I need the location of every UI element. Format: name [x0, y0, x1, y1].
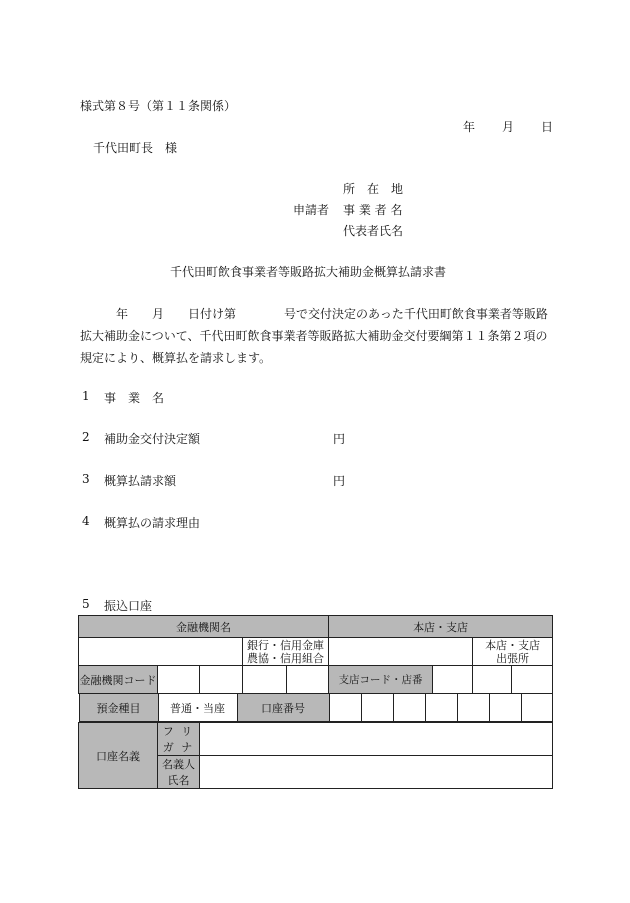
branch-type-options	[473, 638, 553, 666]
business-name-label: 事 業 者 名	[343, 203, 403, 217]
item-3-unit: 円	[333, 474, 346, 488]
item-3-number: 3	[82, 472, 90, 486]
document-title: 千代田町飲食事業者等販路拡大補助金概算払請求書	[170, 265, 447, 279]
account-number-digit[interactable]	[457, 694, 489, 722]
institution-types-line-2: 農協・信用組合	[247, 651, 325, 665]
account-number-digit[interactable]	[521, 694, 552, 722]
furigana-label: フ リ ガ ナ	[158, 723, 200, 756]
branch-code-digit[interactable]	[473, 666, 512, 694]
deposit-row-table	[79, 694, 553, 722]
item-1-number: 1	[82, 389, 90, 403]
institution-code-digit[interactable]	[158, 666, 200, 694]
item-5-label: 振込口座	[104, 599, 153, 613]
applicant-role-label: 申請者	[293, 203, 330, 217]
address-label: 所 在 地	[343, 182, 404, 196]
item-3-label: 概算払請求額	[104, 474, 177, 488]
institution-name-field[interactable]	[79, 638, 243, 666]
institution-types-line-1: 銀行・信用金庫	[247, 638, 325, 652]
representative-label: 代表者氏名	[343, 224, 404, 238]
branch-header: 本店・支店	[329, 616, 553, 638]
deposit-type-options[interactable]: 普通・当座	[158, 694, 237, 722]
branch-code-digit[interactable]	[433, 666, 473, 694]
item-4-label: 概算払の請求理由	[104, 516, 201, 530]
furigana-field[interactable]	[200, 723, 553, 756]
item-2-number: 2	[82, 430, 90, 444]
addressee: 千代田町長 様	[93, 141, 178, 155]
account-holder-label: 口座名義	[79, 723, 158, 789]
item-2-label: 補助金交付決定額	[104, 432, 201, 446]
branch-types-line-1: 本店・支店	[485, 638, 541, 652]
body-paragraph: 年 月 日付け第 号で交付決定のあった千代田町飲食事業者等販路拡大補助金について、千代田町飲食事業者等販路拡大補助金交付要綱第１１条第２項の規定により、概算払を請求します。	[80, 307, 548, 365]
branch-code-digit[interactable]	[512, 666, 553, 694]
item-5-number: 5	[82, 597, 90, 611]
item-4-number: 4	[82, 514, 90, 528]
account-number-digit[interactable]	[425, 694, 457, 722]
bank-account-table	[78, 615, 553, 789]
institution-code-digit[interactable]	[287, 666, 329, 694]
account-number-label: 口座番号	[237, 694, 329, 722]
form-number: 様式第８号（第１１条関係）	[80, 99, 237, 113]
account-number-digit[interactable]	[393, 694, 425, 722]
account-number-digit[interactable]	[489, 694, 521, 722]
institution-name-header: 金融機関名	[79, 616, 329, 638]
date-line: 年 月 日	[463, 120, 555, 134]
institution-type-options	[243, 638, 329, 666]
institution-code-digit[interactable]	[243, 666, 287, 694]
deposit-type-label: 預金種目	[79, 694, 158, 722]
branch-name-field[interactable]	[329, 638, 473, 666]
account-number-digit[interactable]	[361, 694, 393, 722]
item-2-unit: 円	[333, 432, 346, 446]
item-1-label: 事 業 名	[104, 391, 165, 405]
branch-code-label: 支店コード・店番	[329, 666, 433, 694]
branch-types-line-2: 出張所	[496, 651, 530, 665]
institution-code-label: 金融機関コード	[79, 666, 158, 694]
institution-code-digit[interactable]	[200, 666, 243, 694]
account-number-digit[interactable]	[329, 694, 361, 722]
holder-name-field[interactable]	[200, 756, 553, 789]
holder-name-label: 名義人氏名	[158, 756, 200, 789]
